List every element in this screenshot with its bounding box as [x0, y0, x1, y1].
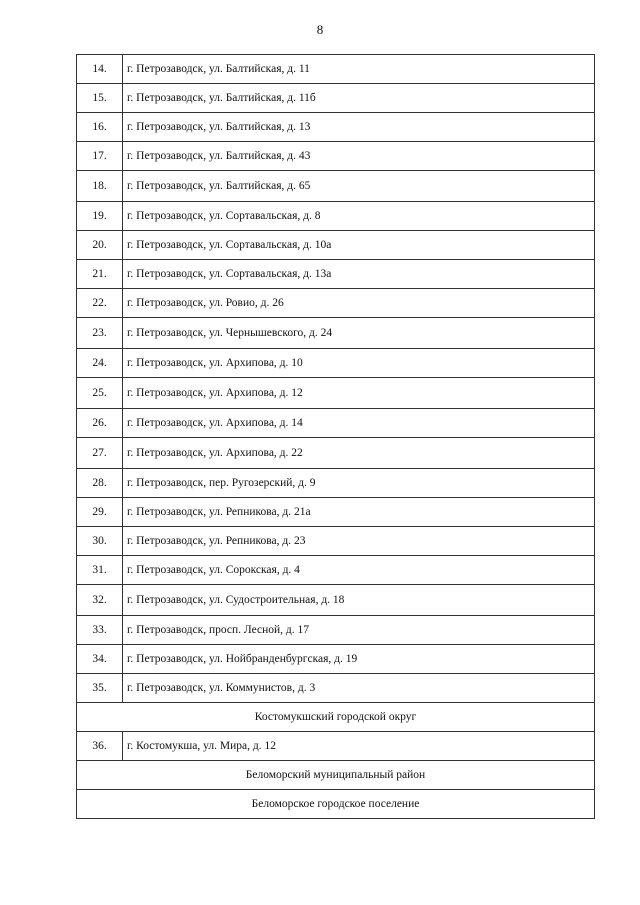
- table-row: [77, 378, 595, 409]
- table-row: [77, 55, 595, 84]
- row-number: 15.: [77, 84, 123, 113]
- row-address: г. Петрозаводск, ул. Балтийская, д. 11: [123, 55, 595, 84]
- table-row: [77, 556, 595, 585]
- table-row: [77, 469, 595, 498]
- row-address: г. Костомукша, ул. Мира, д. 12: [123, 732, 595, 761]
- table-row: [77, 674, 595, 703]
- row-address: г. Петрозаводск, ул. Балтийская, д. 65: [123, 171, 595, 202]
- table-row: [77, 527, 595, 556]
- section-label: Костомукшский городской округ: [77, 703, 595, 732]
- row-number: 25.: [77, 378, 123, 409]
- table-row: [77, 318, 595, 349]
- section-row: [77, 761, 595, 790]
- table-row: [77, 349, 595, 378]
- row-number: 34.: [77, 645, 123, 674]
- row-address: г. Петрозаводск, пер. Ругозерский, д. 9: [123, 469, 595, 498]
- row-address: г. Петрозаводск, ул. Архипова, д. 10: [123, 349, 595, 378]
- table-row: [77, 289, 595, 318]
- row-number: 14.: [77, 55, 123, 84]
- row-number: 20.: [77, 231, 123, 260]
- row-address: г. Петрозаводск, ул. Ровио, д. 26: [123, 289, 595, 318]
- row-address: г. Петрозаводск, ул. Балтийская, д. 11б: [123, 84, 595, 113]
- row-address: г. Петрозаводск, ул. Чернышевского, д. 24: [123, 318, 595, 349]
- table-row: [77, 113, 595, 142]
- table-row: [77, 498, 595, 527]
- row-address: г. Петрозаводск, ул. Архипова, д. 22: [123, 438, 595, 469]
- row-number: 27.: [77, 438, 123, 469]
- table-row: [77, 260, 595, 289]
- row-number: 26.: [77, 409, 123, 438]
- row-address: г. Петрозаводск, ул. Сорокская, д. 4: [123, 556, 595, 585]
- table-row: [77, 202, 595, 231]
- row-number: 33.: [77, 616, 123, 645]
- row-number: 35.: [77, 674, 123, 703]
- section-row: [77, 790, 595, 819]
- row-address: г. Петрозаводск, просп. Лесной, д. 17: [123, 616, 595, 645]
- table-row: [77, 409, 595, 438]
- row-address: г. Петрозаводск, ул. Репникова, д. 21а: [123, 498, 595, 527]
- page-number: 8: [316, 22, 324, 37]
- address-table-body: [77, 55, 595, 819]
- row-number: 32.: [77, 585, 123, 616]
- table-row: [77, 84, 595, 113]
- table-row: [77, 171, 595, 202]
- row-address: г. Петрозаводск, ул. Балтийская, д. 13: [123, 113, 595, 142]
- row-address: г. Петрозаводск, ул. Судостроительная, д. 18: [123, 585, 595, 616]
- table-row: [77, 616, 595, 645]
- section-label: Беломорское городское поселение: [77, 790, 595, 819]
- row-address: г. Петрозаводск, ул. Сортавальская, д. 13а: [123, 260, 595, 289]
- table-row: [77, 645, 595, 674]
- address-table: [76, 54, 595, 819]
- table-row: [77, 231, 595, 260]
- table-row: [77, 142, 595, 171]
- row-number: 19.: [77, 202, 123, 231]
- section-label: Беломорский муниципальный район: [77, 761, 595, 790]
- row-address: г. Петрозаводск, ул. Сортавальская, д. 10а: [123, 231, 595, 260]
- table-row: [77, 732, 595, 761]
- row-address: г. Петрозаводск, ул. Репникова, д. 23: [123, 527, 595, 556]
- row-address: г. Петрозаводск, ул. Балтийская, д. 43: [123, 142, 595, 171]
- table-row: [77, 585, 595, 616]
- row-number: 30.: [77, 527, 123, 556]
- row-address: г. Петрозаводск, ул. Архипова, д. 12: [123, 378, 595, 409]
- row-address: г. Петрозаводск, ул. Архипова, д. 14: [123, 409, 595, 438]
- row-number: 18.: [77, 171, 123, 202]
- row-number: 16.: [77, 113, 123, 142]
- row-number: 36.: [77, 732, 123, 761]
- row-number: 28.: [77, 469, 123, 498]
- row-address: г. Петрозаводск, ул. Нойбранденбургская, д. 19: [123, 645, 595, 674]
- row-number: 21.: [77, 260, 123, 289]
- row-number: 17.: [77, 142, 123, 171]
- row-number: 22.: [77, 289, 123, 318]
- row-address: г. Петрозаводск, ул. Коммунистов, д. 3: [123, 674, 595, 703]
- row-number: 29.: [77, 498, 123, 527]
- row-number: 24.: [77, 349, 123, 378]
- table-row: [77, 438, 595, 469]
- row-number: 31.: [77, 556, 123, 585]
- section-row: [77, 703, 595, 732]
- row-number: 23.: [77, 318, 123, 349]
- row-address: г. Петрозаводск, ул. Сортавальская, д. 8: [123, 202, 595, 231]
